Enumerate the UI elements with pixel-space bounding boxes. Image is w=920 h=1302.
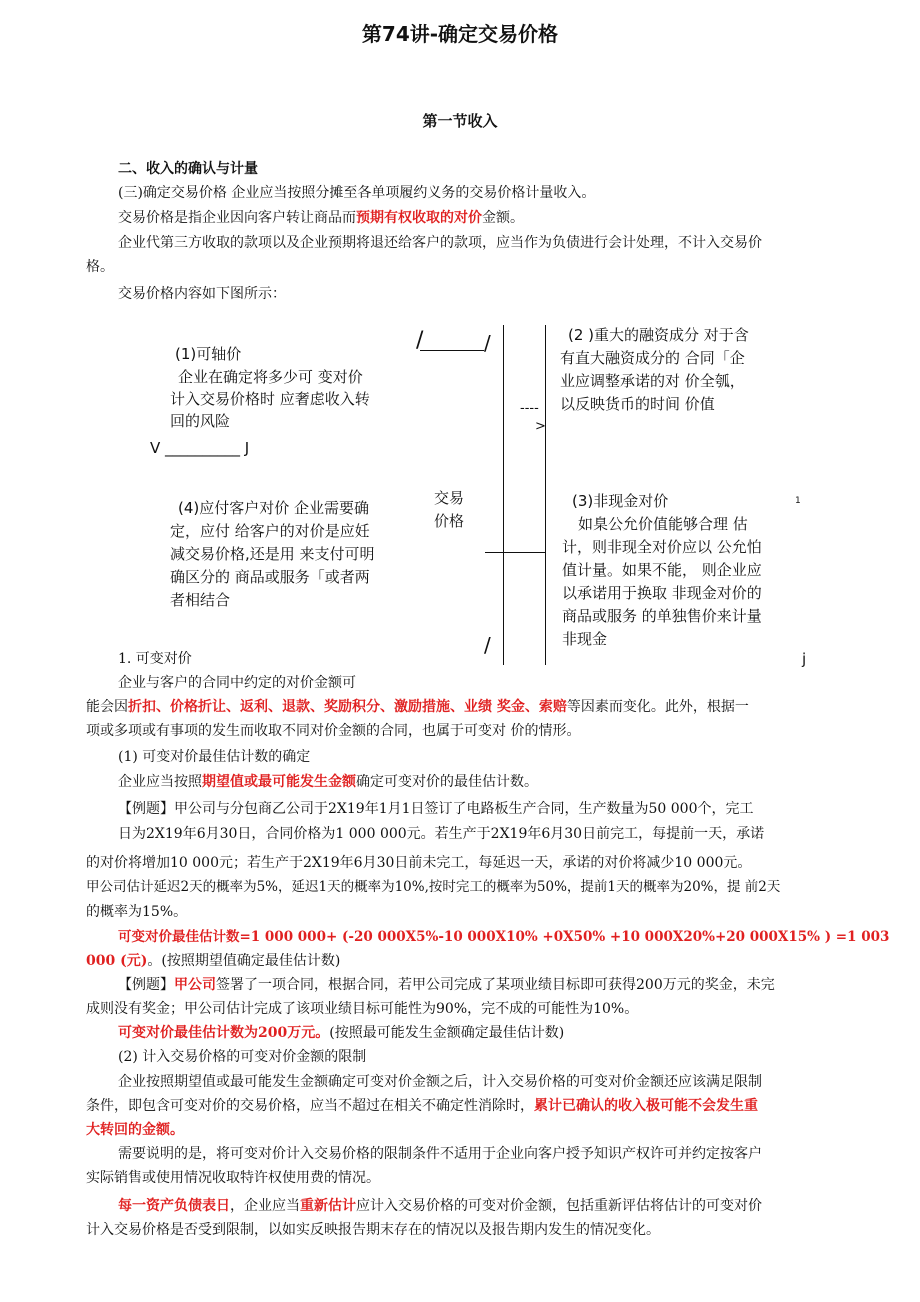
noncash-consideration-title: (3)非现金对价	[572, 492, 669, 510]
variable-consideration-line2: 计入交易价格时 应奢虑收入转	[170, 390, 370, 408]
noncash-consideration-line6: 非现金	[562, 630, 608, 648]
heading-revenue-recognition: 二、收入的确认与计量	[118, 161, 258, 177]
paragraph-third-party: 企业代第三方收取的款项以及企业预期将退还给客户的款项，应当作为负债进行会计处理，不计入交易价	[118, 235, 762, 251]
diagram-j-mark: j	[802, 650, 807, 668]
paragraph-constraint-line3: 大转回的金额。	[86, 1122, 184, 1138]
payable-consideration-line4: 者相结合	[170, 591, 231, 609]
variable-consideration-line1: 企业在确定将多少可 变对价	[178, 368, 363, 386]
example1-formula-line1: 可变对价最佳估计数=1 000 000+ (-20 000X5%-10 000X10% +0X50% +10 000X20%+20 000X15% ) =1 003	[118, 929, 890, 945]
corner-mark: 1	[795, 496, 801, 506]
diagram-vline-2	[545, 325, 546, 665]
noncash-consideration-line2: 计，则非现全对价应以 公允怕	[562, 538, 762, 556]
page-title: 第74讲-确定交易价格	[361, 22, 559, 46]
variable-consideration-line3: 回的风险	[170, 412, 231, 430]
paragraph-note-line2: 实际销售或使用情况收取特许权使用费的情况。	[86, 1170, 380, 1186]
example1-formula-line2: 000 (元)。(按照期望值确定最佳估计数)	[86, 953, 341, 969]
noncash-consideration-line1: 如臬公允价值能够合理 估	[578, 515, 748, 533]
noncash-consideration-line5: 商品或服务 的单独售价来计量	[562, 607, 762, 625]
paragraph-determine-price: (三)确定交易价格 企业应当按照分摊至各单项履约义务的交易价格计量收入。	[118, 185, 596, 201]
paragraph-note-line1: 需要说明的是，将可变对价计入交易价格的限制条件不适用于企业向客户授予知识产权许可并约定按客户	[118, 1146, 762, 1162]
paragraph-price-definition: 交易价格是指企业因向客户转让商品而预期有权收取的对价金额。	[118, 210, 524, 226]
paragraph-reassess-line1: 每一资产负债表日，企业应当重新估计应计入交易价格的可变对价金额，包括重新评估将估计的可变对价	[118, 1198, 762, 1214]
example2-line2: 成则没有奖金；甲公司估计完成了该项业绩目标可能性为90%，完不成的可能性为10%。	[86, 1001, 639, 1017]
paragraph-constraint-line1: 企业按照期望值或最可能发生金额确定可变对价金额之后，计入交易价格的可变对价金额还应该满足限制	[118, 1074, 762, 1090]
financing-component-line1: (2 )重大的融资成分 对于含	[568, 326, 749, 344]
paragraph-variable-line1: 企业与客户的合同中约定的对价金额可	[118, 675, 356, 691]
example2-result: 可变对价最佳估计数为200万元。(按照最可能发生金额确定最佳估计数)	[118, 1025, 565, 1041]
diagram-arrow-dashes: ----	[520, 401, 539, 416]
payable-consideration-line3: 确区分的 商品或服务「或者两	[170, 568, 370, 586]
diagram-slash-bottom: /	[484, 633, 491, 657]
noncash-consideration-line3: 值计量。如果不能， 则企业应	[562, 561, 762, 579]
variable-consideration-mark: V __________ J	[150, 439, 250, 457]
payable-consideration-title: (4)应付客户对价 企业需要确	[178, 499, 370, 517]
paragraph-diagram-intro: 交易价格内容如下图所示：	[118, 286, 286, 302]
section-title: 第一节收入	[422, 112, 498, 130]
diagram-slash-left: /	[416, 328, 424, 353]
example1-line5: 的概率为15%。	[86, 904, 188, 920]
paragraph-constraint-line2: 条件，即包含可变对价的交易价格，应当不超过在相关不确定性消除时，累计已确认的收入极可能不会发生重	[86, 1098, 758, 1114]
diagram-arrow-head: >	[535, 419, 546, 434]
example2-line1: 【例题】甲公司签署了一项合同，根据合同，若甲公司完成了某项业绩目标即可获得200万元的奖金，未完	[118, 977, 775, 993]
example1-line2: 日为2X19年6月30日，合同价格为1 000 000元。若生产于2X19年6月30日前完工，每提前一天，承诺	[118, 826, 765, 842]
noncash-consideration-line4: 以承诺用于换取 非现金对价的	[562, 584, 762, 602]
paragraph-third-party-cont: 格。	[86, 259, 114, 275]
item-variable-consideration: 1. 可变对价	[118, 651, 192, 667]
example1-line3: 的对价将增加10 000元；若生产于2X19年6月30日前未完工，每延迟一天，承诺的对价将减少10 000元。	[86, 855, 752, 871]
paragraph-reassess-line2: 计入交易价格是否受到限制，以如实反映报告期末存在的情况以及报告期内发生的情况变化。	[86, 1222, 660, 1238]
diagram-mid-line	[485, 552, 545, 553]
variable-consideration-title: (1)可轴价	[175, 345, 242, 363]
center-label-line2: 价格	[434, 512, 465, 530]
diagram-slash-right: /	[484, 331, 491, 355]
financing-component-line4: 以反映货币的时间 价值	[560, 395, 715, 413]
subheading-best-estimate: (1) 可变对价最佳估计数的确定	[118, 749, 311, 765]
example1-line1: 【例题】甲公司与分包商乙公司于2X19年1月1日签订了电路板生产合同，生产数量为50 000个，完工	[118, 801, 754, 817]
payable-consideration-line2: 减交易价格,还是用 来支付可明	[170, 545, 375, 563]
payable-consideration-line1: 定，应付 给客户的对价是应妊	[170, 522, 370, 540]
subheading-constraint: (2) 计入交易价格的可变对价金额的限制	[118, 1049, 367, 1065]
example1-line4: 甲公司估计延迟2天的概率为5%，延迟1天的概率为10%,按时完工的概率为50%，提前1天的概率为20%，提 前2天	[86, 879, 781, 895]
financing-component-line3: 业应调整承诺的对 价全瓠，	[560, 372, 745, 390]
center-label-line1: 交易	[434, 489, 465, 507]
paragraph-best-estimate: 企业应当按照期望值或最可能发生金额确定可变对价的最佳估计数。	[118, 774, 538, 790]
diagram-top-line	[420, 350, 484, 351]
paragraph-variable-line2: 能会因折扣、价格折让、返利、退款、奖励积分、激励措施、业绩 奖金、索赔等因素而变化。此外，根据一	[86, 699, 749, 715]
paragraph-variable-line3: 项或多项或有事项的发生而收取不同对价金额的合同，也属于可变对 价的情形。	[86, 723, 581, 739]
financing-component-line2: 有直大融资成分的 合同「企	[560, 349, 745, 367]
diagram-vline-1	[503, 325, 504, 665]
